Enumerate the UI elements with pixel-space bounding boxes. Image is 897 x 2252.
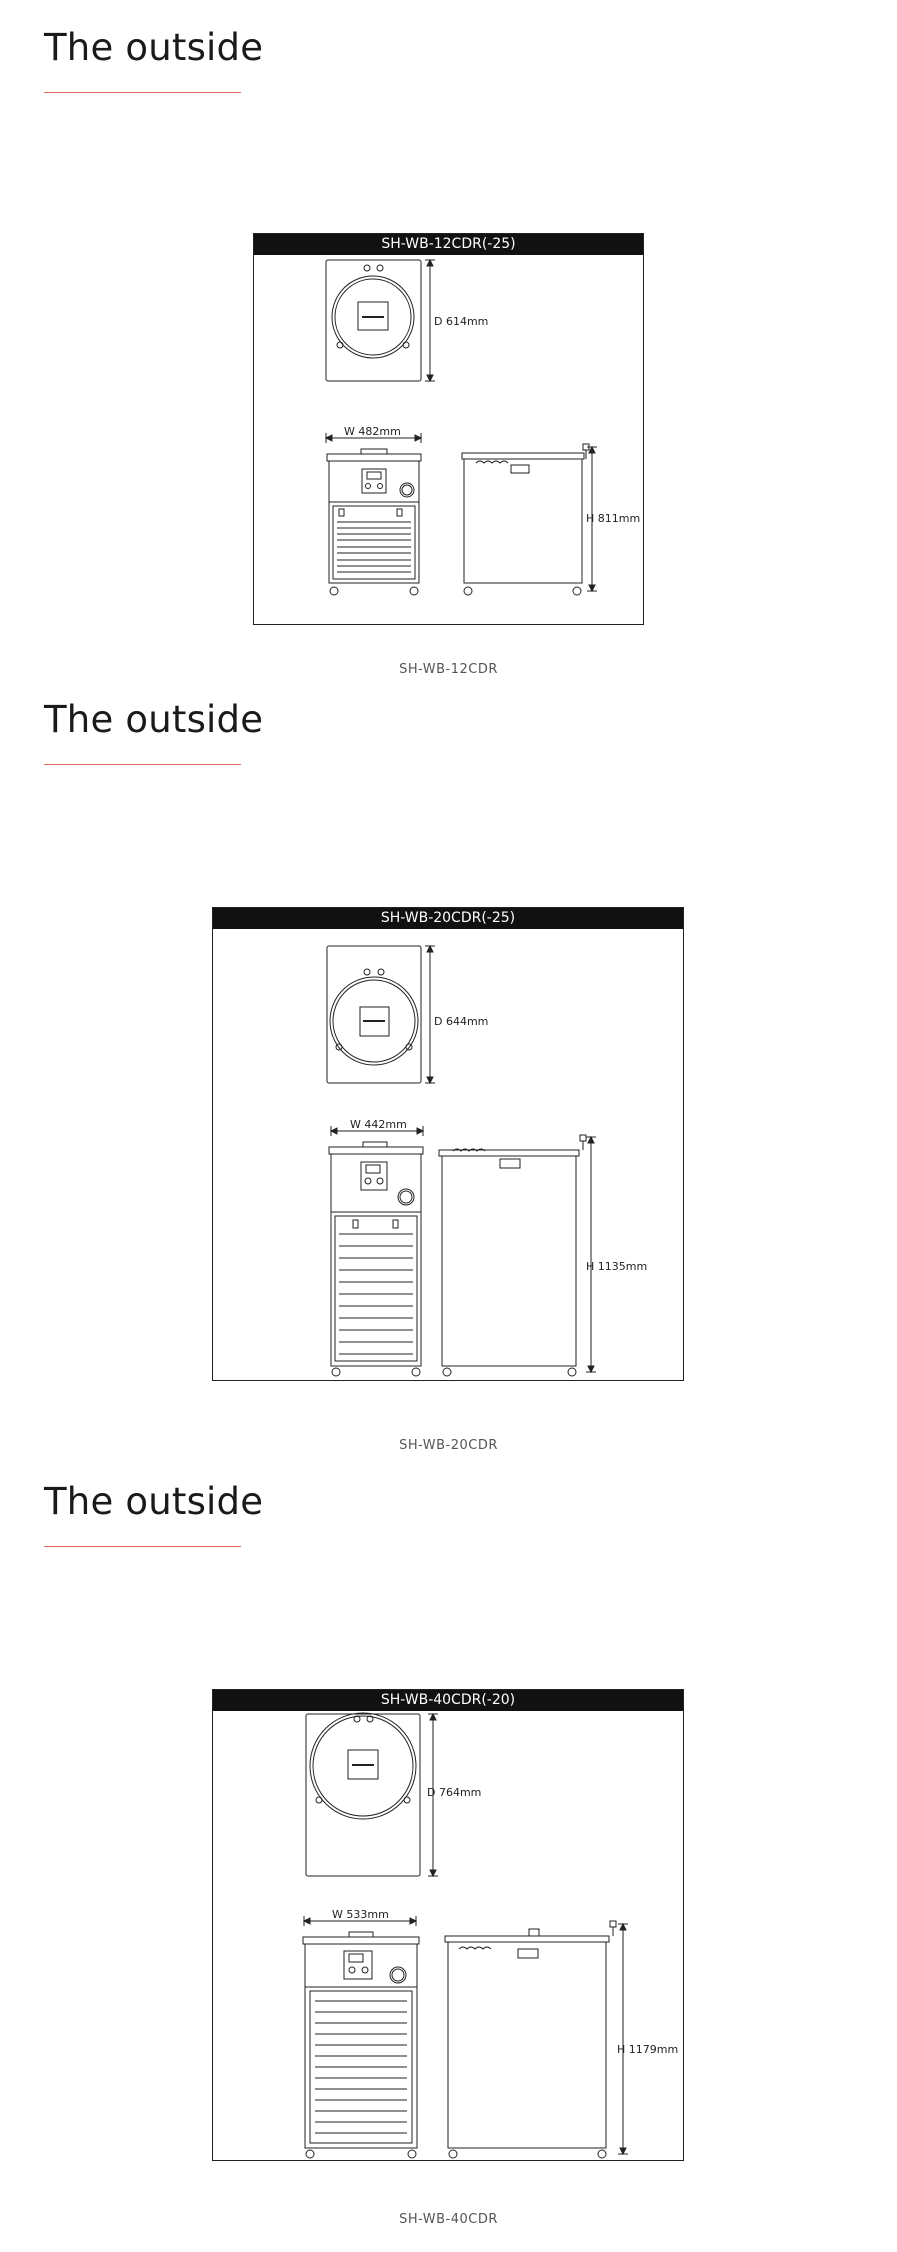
top-view [327,946,421,1083]
section-heading: The outside [44,1480,264,1523]
width-label: W 533mm [332,1908,389,1921]
dimension-drawing [253,233,644,625]
height-label: H 811mm [586,512,641,525]
side-view [462,444,589,595]
chiller-drawing [213,929,683,1380]
model-banner: SH-WB-20CDR(-25) [213,908,683,929]
model-banner: SH-WB-40CDR(-20) [213,1690,683,1711]
model-banner: SH-WB-12CDR(-25) [254,234,643,255]
top-view [306,1713,420,1876]
depth-label: D 614mm [434,315,489,328]
chiller-drawing [213,1711,683,2160]
section-heading: The outside [44,698,264,741]
side-view [445,1921,616,2158]
heading-underline [44,92,241,93]
depth-label: D 644mm [434,1015,489,1028]
top-view [326,260,421,381]
width-label: W 482mm [344,425,401,438]
front-view [329,1142,423,1376]
section-heading: The outside [44,26,264,69]
heading-underline [44,764,241,765]
model-caption: SH-WB-40CDR [399,2212,498,2227]
side-view [439,1135,586,1376]
height-label: H 1179mm [617,2043,679,2056]
depth-label: D 764mm [427,1786,482,1799]
dimension-drawing [212,1689,684,2161]
model-caption: SH-WB-20CDR [399,1438,498,1453]
heading-underline [44,1546,241,1547]
model-caption: SH-WB-12CDR [399,662,498,677]
width-label: W 442mm [350,1118,407,1131]
dimension-drawing [212,907,684,1381]
front-view [327,449,421,595]
chiller-drawing [254,255,643,624]
front-view [303,1932,419,2158]
height-label: H 1135mm [586,1260,648,1273]
